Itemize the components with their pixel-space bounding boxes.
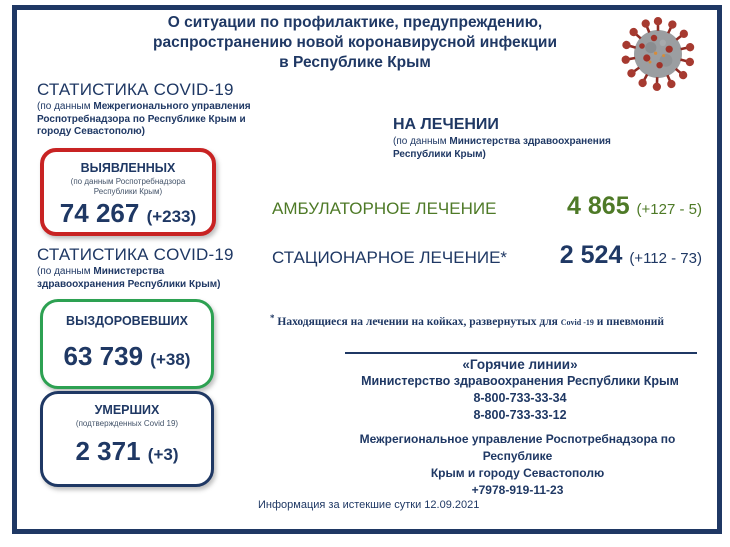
footnote-text-post: и пневмоний: [593, 316, 664, 328]
stationary-label: СТАЦИОНАРНОЕ ЛЕЧЕНИЕ*: [272, 248, 508, 267]
footer-date-note: Информация за истекшие сутки 12.09.2021: [258, 499, 480, 511]
hotlines-heading: «Горячие линии»: [462, 357, 578, 372]
stats-source-2: [37, 266, 252, 291]
stationary-value: 2 524 (+112 - 73): [559, 241, 702, 269]
deceased-card: [40, 391, 214, 487]
stats-heading-2: СТАТИСТИКА COVID-19: [37, 245, 234, 264]
detected-source: (по данным Роспотребнадзора Республики Крым): [70, 177, 186, 196]
deceased-delta: (+3): [147, 444, 179, 464]
treatment-heading: НА ЛЕЧЕНИИ: [393, 116, 499, 133]
detected-value: 74 267 (+233): [59, 198, 197, 228]
treatment-source-org: Министерства здравоохранения Республики Крым): [393, 136, 611, 160]
ambulatory-label: АМБУЛАТОРНОЕ ЛЕЧЕНИЕ: [272, 199, 497, 218]
hotlines-separator: [345, 352, 697, 354]
coronavirus-icon: [616, 14, 700, 94]
hotlines-phone-2: 8-800-733-33-12: [473, 408, 567, 422]
stats-source-1-org: Межрегионального управления Роспотребнадзора по Республике Крым и городу Севастополю): [37, 101, 251, 137]
ambulatory-delta: (+127 - 5): [636, 201, 702, 218]
stats-heading-1: СТАТИСТИКА COVID-19: [37, 80, 234, 99]
treatment-source: [393, 136, 628, 161]
recovered-card: [40, 299, 214, 389]
stationary-row: [272, 241, 702, 270]
hotlines-ministry: Министерство здравоохранения Республики Крым: [361, 374, 679, 388]
title-line-1: О ситуации по профилактике, предупреждению,: [167, 14, 543, 31]
stationary-footnote: [270, 313, 690, 328]
rospotrebnadzor-block: [325, 431, 710, 499]
detected-label: ВЫЯВЛЕННЫХ: [80, 161, 176, 175]
rospotrebnadzor-line-2: Крым и городу Севастополю: [430, 466, 605, 480]
detected-delta: (+233): [146, 207, 197, 226]
recovered-label: ВЫЗДОРОВЕВШИХ: [66, 314, 188, 328]
footnote-text-pre: Находящиеся на лечении на койках, развернутых для: [274, 316, 561, 328]
title-line-2: распространению новой коронавирусной инфекции: [153, 34, 557, 51]
treatment-source-prefix: (по данным: [393, 136, 450, 147]
title-line-3: в Республике Крым: [279, 54, 431, 71]
hotlines-block: [340, 356, 700, 424]
deceased-source: (подтвержденных Covid 19): [75, 419, 179, 428]
recovered-value: 63 739 (+38): [63, 341, 191, 371]
ambulatory-value: 4 865 (+127 - 5): [567, 192, 702, 220]
recovered-delta: (+38): [150, 350, 191, 369]
ambulatory-row: [272, 192, 702, 221]
stats-source-1: [37, 101, 252, 139]
deceased-label: УМЕРШИХ: [94, 403, 160, 417]
page-title: [120, 13, 590, 73]
stats-source-1-prefix: (по данным: [37, 101, 94, 112]
detected-card: [40, 148, 216, 236]
hotlines-phone-1: 8-800-733-33-34: [473, 391, 567, 405]
stats-source-2-org: Министерства здравоохранения Республики Крым): [37, 266, 221, 290]
footnote-marker: *: [270, 313, 275, 323]
stationary-delta: (+112 - 73): [629, 250, 702, 267]
footnote-covid: Covid -19: [560, 318, 594, 327]
rospotrebnadzor-line-1: Межрегиональное управление Роспотребнадзора по Республике: [359, 432, 676, 463]
deceased-value: 2 371 (+3): [75, 435, 179, 466]
rospotrebnadzor-phone: +7978-919-11-23: [471, 483, 564, 497]
stats-source-2-prefix: (по данным: [37, 266, 94, 277]
